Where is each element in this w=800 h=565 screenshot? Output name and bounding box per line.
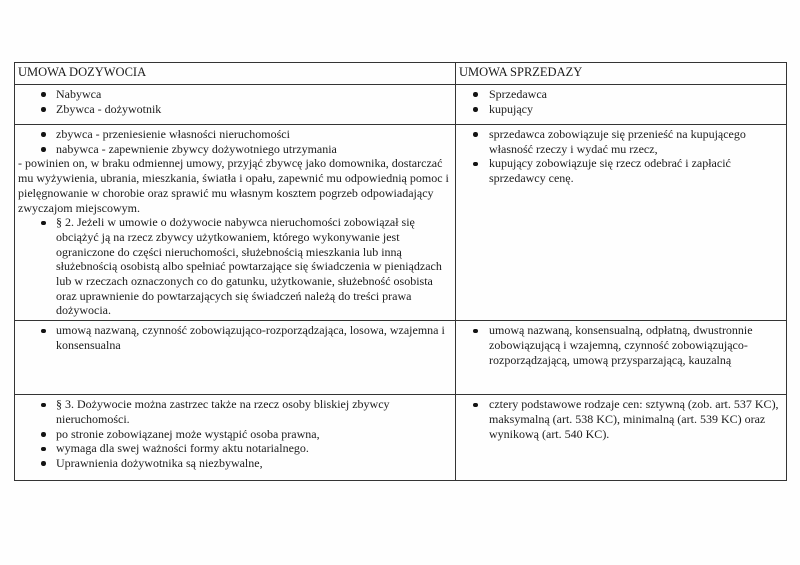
cell-obligations-right xyxy=(456,125,787,321)
header-cell-sprzedaz xyxy=(456,63,787,85)
cell-character-left xyxy=(15,321,456,395)
list-item: Sprzedawca xyxy=(459,87,781,102)
list-item: kupujący xyxy=(459,102,781,117)
obligations-left-list-top xyxy=(18,127,450,156)
notes-left-list xyxy=(18,397,450,471)
character-left-list xyxy=(18,323,450,352)
cell-parties-left xyxy=(15,85,456,125)
table-header-right: UMOWA SPRZEDAZY xyxy=(459,65,583,79)
row-notes xyxy=(15,395,787,481)
parties-left-list xyxy=(18,87,450,116)
comparison-table xyxy=(14,62,787,481)
list-item: wymaga dla swej ważności formy aktu notarialnego. xyxy=(18,441,450,456)
obligations-left-paragraph: - powinien on, w braku odmiennej umowy, przyjąć zbywcę jako domownika, dostarczać mu wyżywienia, ubrania, mieszkania, światła i opału, zapewnić mu odpowiednią pomoc i pielęgnowanie w chorobie oraz sprawić mu własnym kosztem pogrzeb odpowiadający zwyczajom miejscowym. xyxy=(18,156,449,215)
cell-notes-left xyxy=(15,395,456,481)
list-item: nabywca - zapewnienie zbywcy dożywotniego utrzymania xyxy=(18,142,450,157)
obligations-left-list-par2 xyxy=(18,215,450,318)
table-header-left: UMOWA DOZYWOCIA xyxy=(18,65,147,79)
header-cell-dozywocie xyxy=(15,63,456,85)
header-row xyxy=(15,63,787,85)
character-right-list xyxy=(459,323,781,367)
list-item: po stronie zobowiązanej może wystąpić osoba prawna, xyxy=(18,427,450,442)
list-item: umową nazwaną, czynność zobowiązująco-rozporządzająca, losowa, wzajemna i konsensualna xyxy=(18,323,450,352)
cell-parties-right xyxy=(456,85,787,125)
list-item: § 3. Dożywocie można zastrzec także na rzecz osoby bliskiej zbywcy nieruchomości. xyxy=(18,397,450,426)
row-parties xyxy=(15,85,787,125)
cell-obligations-left xyxy=(15,125,456,321)
parties-right-list xyxy=(459,87,781,116)
cell-notes-right xyxy=(456,395,787,481)
list-item: sprzedawca zobowiązuje się przenieść na kupującego własność rzeczy i wydać mu rzecz, xyxy=(459,127,781,156)
list-item: Uprawnienia dożywotnika są niezbywalne, xyxy=(18,456,450,471)
list-item: zbywca - przeniesienie własności nieruchomości xyxy=(18,127,450,142)
list-item: cztery podstawowe rodzaje cen: sztywną (zob. art. 537 KC), maksymalną (art. 538 KC), minimalną (art. 539 KC) oraz wynikową (art. 540 KC). xyxy=(459,397,781,441)
row-character xyxy=(15,321,787,395)
notes-right-list xyxy=(459,397,781,441)
list-item: Nabywca xyxy=(18,87,450,102)
list-item: umową nazwaną, konsensualną, odpłatną, dwustronnie zobowiązującą i wzajemną, czynność zobowiązująco-rozporządzającą, umową przysparzającą, kauzalną xyxy=(459,323,781,367)
list-item: Zbywca - dożywotnik xyxy=(18,102,450,117)
cell-character-right xyxy=(456,321,787,395)
list-item: kupujący zobowiązuje się rzecz odebrać i zapłacić sprzedawcy cenę. xyxy=(459,156,781,185)
obligations-right-list xyxy=(459,127,781,186)
row-obligations xyxy=(15,125,787,321)
list-item: § 2. Jeżeli w umowie o dożywocie nabywca nieruchomości zobowiązał się obciążyć ją na rzecz zbywcy użytkowaniem, którego wykonywanie jest ograniczone do części nieruchomości, służebnością mieszkania lub inną służebnością osobistą albo spełniać powtarzające się świadczenia w pieniądzach lub w rzeczach oznaczonych co do gatunku, użytkowanie, służebność osobista oraz uprawnienie do powtarzających się świadczeń należą do treści prawa dożywocia. xyxy=(18,215,450,318)
